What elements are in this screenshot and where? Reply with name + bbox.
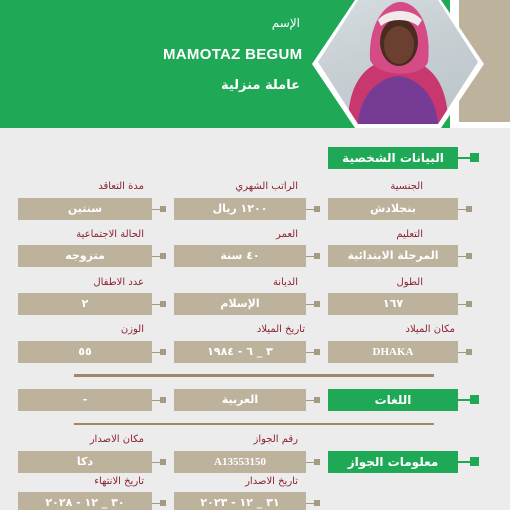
field-marker [314, 500, 320, 506]
connector [152, 400, 160, 401]
languages-section-title: اللغات [328, 389, 458, 411]
marital-status-value: متزوجه [18, 245, 152, 267]
education-value: المرحلة الابتدائية [328, 245, 458, 267]
section-divider [74, 423, 434, 425]
field-marker [314, 397, 320, 403]
field-marker [466, 253, 472, 259]
passport-number-value: A13553150 [174, 451, 306, 473]
field-marker [160, 349, 166, 355]
header [0, 0, 510, 128]
issue-place-value: دكا [18, 451, 152, 473]
connector [458, 304, 466, 305]
field-label: تاريخ الاصدار [245, 476, 298, 487]
field-marker [314, 459, 320, 465]
language-value: العربية [174, 389, 306, 411]
contract-value: سنتين [18, 198, 152, 220]
field-marker [314, 206, 320, 212]
field-marker [160, 206, 166, 212]
connector [152, 462, 160, 463]
field-marker [314, 349, 320, 355]
connector [152, 256, 160, 257]
connector [458, 209, 466, 210]
section-marker [470, 153, 479, 162]
connector [152, 209, 160, 210]
field-label: الحالة الاجتماعية [76, 229, 144, 240]
field-label: مدة التعاقد [98, 181, 144, 192]
expiry-date-value: ٣٠ _ ١٢ - ٢٠٢٨ [18, 492, 152, 510]
connector [152, 503, 160, 504]
personal-section-title: البيانات الشخصية [328, 147, 458, 169]
connector [306, 256, 314, 257]
section-connector [458, 399, 470, 401]
section-marker [470, 395, 479, 404]
birthdate-value: ٣ _ ٦ - ١٩٨٤ [174, 341, 306, 363]
section-divider [74, 374, 434, 377]
field-label: رقم الجواز [253, 434, 298, 445]
height-value: ١٦٧ [328, 293, 458, 315]
field-marker [160, 459, 166, 465]
children-value: ٢ [18, 293, 152, 315]
connector [152, 304, 160, 305]
field-marker [466, 301, 472, 307]
connector [306, 462, 314, 463]
connector [306, 352, 314, 353]
section-connector [458, 461, 470, 463]
name-label: الإسم [271, 16, 300, 30]
field-marker [160, 500, 166, 506]
salary-value: ١٢٠٠ ريال [174, 198, 306, 220]
field-label: الجنسية [390, 181, 423, 192]
field-label: عدد الاطفال [93, 277, 144, 288]
passport-section-title: معلومات الجواز [328, 451, 458, 473]
job-title: عاملة منزلية [220, 78, 300, 93]
candidate-name: MAMOTAZ BEGUM [163, 46, 303, 63]
field-label: الطول [396, 277, 423, 288]
connector [306, 503, 314, 504]
language-value: - [18, 389, 152, 411]
field-label: الديانة [272, 277, 298, 288]
connector [458, 256, 466, 257]
field-marker [160, 253, 166, 259]
field-label: تاريخ الميلاد [256, 324, 305, 335]
religion-value: الإسلام [174, 293, 306, 315]
field-marker [160, 301, 166, 307]
field-label: الوزن [120, 324, 144, 335]
weight-value: ٥٥ [18, 341, 152, 363]
field-marker [314, 253, 320, 259]
connector [306, 209, 314, 210]
nationality-value: بنجلادش [328, 198, 458, 220]
field-label: تاريخ الانتهاء [94, 476, 144, 487]
field-label: التعليم [396, 229, 423, 240]
field-label: العمر [276, 229, 298, 240]
connector [306, 304, 314, 305]
field-label: مكان الميلاد [405, 324, 455, 335]
connector [458, 352, 466, 353]
issue-date-value: ٣١ _ ١٢ - ٢٠٢٣ [174, 492, 306, 510]
age-value: ٤٠ سنة [174, 245, 306, 267]
section-connector [458, 157, 470, 159]
field-marker [466, 349, 472, 355]
birthplace-value: DHAKA [328, 341, 458, 363]
field-label: مكان الاصدار [89, 434, 144, 445]
field-marker [160, 397, 166, 403]
connector [306, 400, 314, 401]
field-marker [314, 301, 320, 307]
section-marker [470, 457, 479, 466]
field-marker [466, 206, 472, 212]
connector [152, 352, 160, 353]
field-label: الراتب الشهري [235, 181, 298, 192]
